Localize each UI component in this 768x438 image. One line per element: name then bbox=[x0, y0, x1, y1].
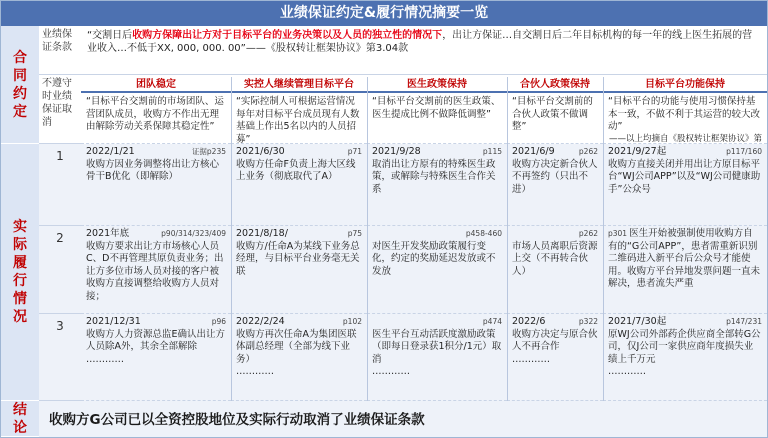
highlighted-condition: 收购方保障出让方对于目标平台的业务决策以及人员的独立性的情况下 bbox=[132, 30, 443, 41]
clause-doctor-policy: “目标平台交割前的医生政策、医生提成比例不做降低调整” bbox=[367, 94, 507, 144]
column-divider bbox=[507, 77, 508, 401]
column-header-partner-policy: 合伙人政策保持 bbox=[507, 77, 603, 93]
clause-team: “目标平台交割前的市场团队、运营团队成员，收购方不作出无理由解除劳动关系保障其稳定性” bbox=[81, 94, 231, 144]
table-cell: 2021/8/18/ p75 收购方/任命A为某线下业务总经理，与目标平台业务毫无关联 bbox=[231, 226, 367, 314]
table-cell: 2021/9/28 p115 取消出让方原有的特殊医生政策，或解除与特殊医生合作关系 bbox=[367, 144, 507, 226]
row-number-1: 1 bbox=[39, 144, 81, 226]
section-performance: 实际履行情况 bbox=[1, 144, 39, 401]
table-cell: 2021/9/27起 p117/160 收购方直接关闭并用出让方原目标平台“WJ公司APP”以及“WJ公司健康助手”公众号 bbox=[603, 144, 767, 226]
table-cell: 2021年底 p90/314/323/409 收购方要求出让方市场核心人员C、D不再管理其原负责业务；出让方多位市场人员对接的客户被收购方直接调整给收购方人员对接； bbox=[81, 226, 231, 314]
column-divider bbox=[231, 77, 232, 401]
section-contract: 合同约定 bbox=[1, 26, 39, 144]
row-number-3: 3 bbox=[39, 314, 81, 401]
table-cell: p262 市场人员离职后资源上交（不再转合伙人） bbox=[507, 226, 603, 314]
section-conclusion: 结论 bbox=[1, 401, 39, 437]
row-number-2: 2 bbox=[39, 226, 81, 314]
clause-partner-policy: “目标平台交割前的合伙人政策不做调整” bbox=[507, 94, 603, 144]
table-cell: 2022/1/21 证据p235 收购方因业务调整将出让方核心骨干B优化（即解除） bbox=[81, 144, 231, 226]
table-cell: 2021/6/30 p71 收购方任命F负责上海大区线上业务（彻底取代了A） bbox=[231, 144, 367, 226]
column-header-doctor-policy: 医生政策保持 bbox=[367, 77, 507, 93]
column-header-platform-function: 目标平台功能保持 bbox=[603, 77, 767, 93]
conclusion-text: 收购方G公司已以全资控股地位及实际行动取消了业绩保证条款 bbox=[49, 412, 425, 428]
column-header-team: 团队稳定 bbox=[81, 77, 231, 93]
clause-source: ——以上均摘自《股权转让框架协议》第 bbox=[608, 133, 762, 144]
label-guarantee-clause: 业绩保证条款 bbox=[39, 26, 81, 75]
clause-platform-function: “目标平台的功能与使用习惯保持基本一致，不做不利于其运营的较大改动” ——以上均摘自《股权转让框架协议》第 bbox=[603, 94, 767, 144]
label-exemption: 不遵守时业绩保证取消 bbox=[39, 75, 81, 144]
column-divider bbox=[367, 77, 368, 401]
column-divider bbox=[603, 77, 604, 401]
clause-controller: “实际控制人可根据运营情况每年对目标平台成员现有人数基础上作出5名以内的人员招募” bbox=[231, 94, 367, 144]
table-cell: 2021/6/9 p262 收购方决定新合伙人不再签约（只出不进） bbox=[507, 144, 603, 226]
table-cell: 2021/7/30起 p147/231 原WJ公司外部药企供应商全部转G公司，仅J公司一家供应商年度损失业绩上千万元 ………… bbox=[603, 314, 767, 401]
table-cell: 2022/6 p322 收购方决定与原合伙人不再合作 ………… bbox=[507, 314, 603, 401]
table-cell: 2022/2/24 p102 收购方再次任命A为集团医联体副总经理（全部为线下业务） ………… bbox=[231, 314, 367, 401]
table-cell: p301 医生开始被强制使用收购方自有的“G公司APP”，患者需重新识别二维码进入新平台后公众号才能使用。收购方平台异地发票问题一直未解决，患者流失严重 bbox=[603, 226, 767, 314]
guarantee-clause-quote: “交割日后收购方保障出让方对于目标平台的业务决策以及人员的独立性的情况下，出让方保证…自交割日后二年目标机构的每一年的线上医生拓展的营业收入…不低于XX, 000, 000. 00”——《股权转让框架协议》第3.04款 bbox=[81, 26, 767, 75]
table-cell: p474 医生平台互动活跃度激励政策（即每日登录获1积分/1元）取消 ………… bbox=[367, 314, 507, 401]
column-header-controller: 实控人继续管理目标平台 bbox=[231, 77, 367, 93]
table-cell: p458-460 对医生开发奖励政策履行变化，约定的奖励延迟发放或不发放 bbox=[367, 226, 507, 314]
table-cell: 2021/12/31 p96 收购方人力资源总监E确认出让方人员除A外，其余全部解除 ………… bbox=[81, 314, 231, 401]
page-title: 业绩保证约定&履行情况摘要一览 bbox=[1, 1, 767, 26]
